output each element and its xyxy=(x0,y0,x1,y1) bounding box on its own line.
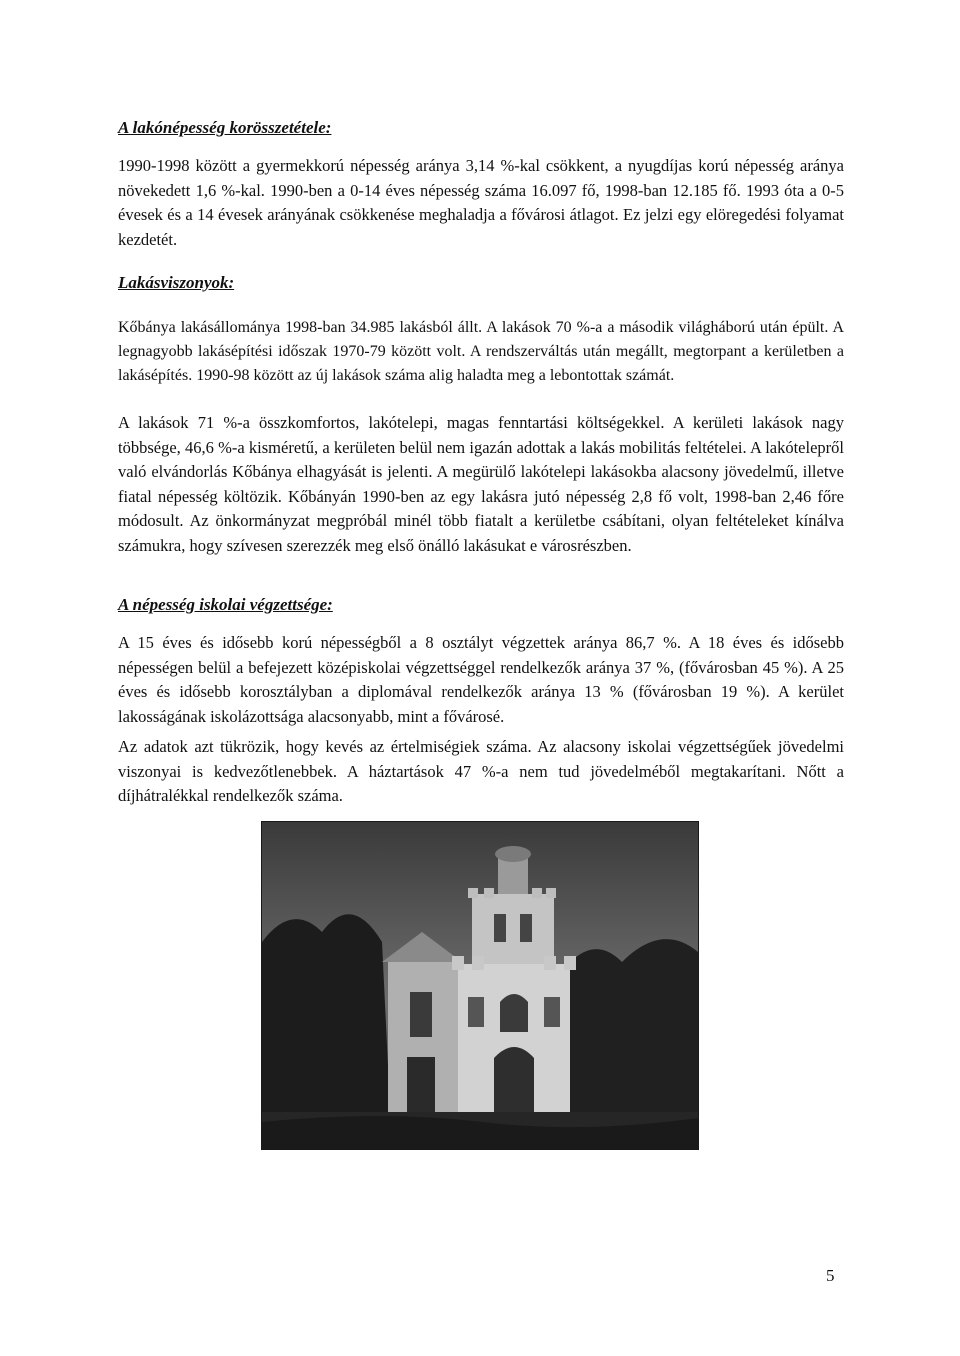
section-heading-housing: Lakásviszonyok: xyxy=(118,273,235,292)
paragraph-education-2: Az adatok azt tükrözik, hogy kevés az értelmiségiek száma. Az alacsony iskolai végzettségűek jövedelmi viszonyai is kedvezőtlenebbek. A háztartások 47 %-a nem tud jövedelméből megtakarítani. Nőtt a díjhátralékkal rendelkezők száma. xyxy=(118,737,844,806)
page-number: 5 xyxy=(826,1266,835,1285)
section-heading-education: A népesség iskolai végzettsége: xyxy=(118,595,333,614)
paragraph-age-structure: 1990-1998 között a gyermekkorú népesség aránya 3,14 %-kal csökkent, a nyugdíjas korú népesség aránya növekedett 1,6 %-kal. 1990-ben a 0-14 éves népesség száma 16.097 fő, 1998-ban 12.185 fő. 1993 óta a 0-5 évesek és a 14 évesek arányának csökkenése meghaladja a fővárosi átlagot. Ez jelzi egy elöregedési folyamat kezdetét. xyxy=(118,156,844,249)
section-heading-age-structure: A lakónépesség korösszetétele: xyxy=(118,118,332,137)
paragraph-housing-2: A lakások 71 %-a összkomfortos, lakótelepi, magas fenntartási költségekkel. A kerületi lakások nagy többsége, 46,6 %-a kisméretű, a kerületen belül nem igazán adottak a lakás mobilitás feltételei. A lakótelepről való elvándorlás Kőbánya elhagyását is jelenti. A megürülő lakótelepi lakásokba alacsony jövedelmű, illetve fiatal népesség költözik. Kőbányán 1990-ben az egy lakásra jutó népesség 2,8 fő volt, 1998-ban 2,46 főre módosult. Az önkormányzat megpróbál minél több fiatalt a kerületbe csábítani, olyan feltételeket kínálva számukra, hogy szívesen szerezzék meg első önálló lakásukat e városrészben. xyxy=(118,413,844,555)
tower-building-illustration xyxy=(262,822,698,1149)
paragraph-housing-1: Kőbánya lakásállománya 1998-ban 34.985 lakásból állt. A lakások 70 %-a a második világháború után épült. A legnagyobb lakásépítési időszak 1970-79 között volt. A rendszerváltás után megállt, megtorpant a kerületben a lakásépítés. 1990-98 között az új lakások száma alig haladta meg a lebontottak számát. xyxy=(118,319,844,385)
paragraph-education-1: A 15 éves és idősebb korú népességből a 8 osztályt végzettek aránya 86,7 %. A 18 éves és idősebb népességen belül a befejezett középiskolai végzettséggel rendelkezők aránya 37 %, (fővárosban 45 %). A 25 éves és idősebb korosztályban a diplomával rendelkezők aránya 13 % (fővárosban 19 %). A kerület lakosságának iskolázottsága alacsonyabb, mint a fővárosé. xyxy=(118,633,844,726)
tower-building-photo xyxy=(261,821,699,1150)
